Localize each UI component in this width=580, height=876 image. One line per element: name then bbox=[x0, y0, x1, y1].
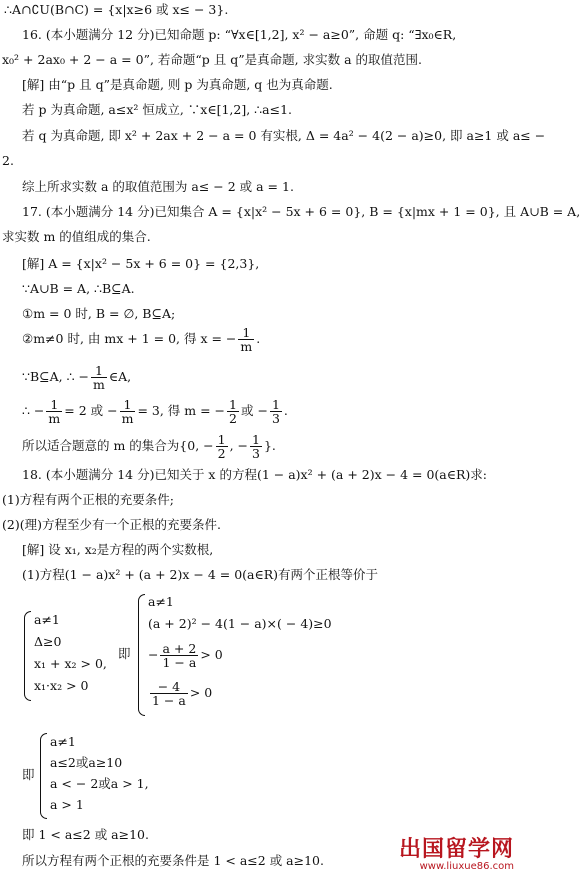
problem-16-statement: 16. (本小题满分 12 分)已知命题 p: “∀x∈[1,2], x² − a≥0”, 命题 q: “∃x₀∈R, bbox=[22, 27, 457, 42]
solution-conclusion: 所以方程有两个正根的充要条件是 1 < a≤2 或 a≥10. bbox=[22, 853, 324, 868]
solution-text: [解] A = {x|x² − 5x + 6 = 0} = {2,3}, bbox=[22, 256, 260, 271]
fraction-denominator: m bbox=[240, 339, 253, 354]
system-row bbox=[148, 680, 212, 707]
text-span: > 0 bbox=[189, 685, 213, 700]
solution-text: 若 p 为真命题, a≤x² 恒成立, ∵x∈[1,2], ∴a≤1. bbox=[22, 102, 292, 117]
fraction-denominator: m bbox=[48, 411, 61, 426]
fraction-numerator: 1 bbox=[229, 397, 237, 412]
solution-text: 即 1 < a≤2 或 a≥10. bbox=[22, 827, 149, 842]
fraction-numerator: 1 bbox=[238, 326, 254, 340]
fraction-denominator: m bbox=[93, 377, 105, 392]
text-span: , − bbox=[229, 438, 249, 453]
fraction-denominator: m bbox=[121, 411, 134, 426]
fraction-numerator: 1 bbox=[120, 398, 136, 412]
fraction-denominator: 1 − a bbox=[152, 693, 186, 708]
watermark-text: 出国留学网 bbox=[398, 837, 514, 862]
system-row bbox=[148, 642, 223, 669]
solution-text: [解] 设 x₁, x₂是方程的两个实数根, bbox=[22, 542, 214, 557]
solution-text bbox=[22, 433, 276, 460]
text-span: 或 − bbox=[240, 403, 268, 418]
fraction bbox=[250, 433, 262, 460]
text-span: ∴ − bbox=[22, 403, 45, 418]
fraction bbox=[238, 326, 254, 353]
fraction-numerator: − 4 bbox=[150, 680, 188, 694]
system-row: a≤2或a≥10 bbox=[50, 755, 123, 770]
text-span: 所以适合题意的 m 的集合为{0, − bbox=[22, 438, 214, 453]
text-line: ∴A∩∁U(B∩C) = {x|x≥6 或 x≤ − 3}. bbox=[4, 2, 229, 17]
system-row: x₁ + x₂ > 0, bbox=[34, 656, 107, 671]
system-label: 即 bbox=[22, 767, 35, 782]
fraction bbox=[120, 398, 136, 425]
fraction-numerator: 1 bbox=[271, 397, 280, 412]
text-span: > 0 bbox=[200, 647, 223, 662]
text-span: }. bbox=[263, 438, 276, 453]
system-row: a > 1 bbox=[50, 797, 84, 812]
problem-16-statement-cont: x₀² + 2ax₀ + 2 − a = 0”, 若命题“p 且 q”是真命题, 求实数 a 的取值范围. bbox=[2, 52, 422, 67]
fraction-numerator: 1 bbox=[217, 432, 226, 447]
system-row: (a + 2)² − 4(1 − a)×( − 4)≥0 bbox=[148, 616, 332, 631]
system-row: Δ≥0 bbox=[34, 634, 62, 649]
fraction-numerator: 1 bbox=[252, 432, 260, 447]
fraction bbox=[227, 398, 239, 425]
solution-text: [解] 由“p 且 q”是真命题, 则 p 为真命题, q 也为真命题. bbox=[22, 77, 333, 92]
system-label: 即 bbox=[118, 646, 131, 661]
problem-17-statement: 17. (本小题满分 14 分)已知集合 A = {x|x² − 5x + 6 = 0}, B = {x|mx + 1 = 0}, 且 A∪B = A, bbox=[22, 204, 580, 219]
solution-text: 2. bbox=[2, 153, 14, 168]
text-span: ∈A, bbox=[108, 369, 132, 384]
watermark-logo bbox=[399, 832, 514, 872]
fraction bbox=[216, 433, 228, 460]
problem-17-statement-cont: 求实数 m 的值组成的集合. bbox=[2, 229, 151, 244]
left-brace bbox=[40, 733, 47, 819]
solution-text: (1)方程(1 − a)x² + (a + 2)x − 4 = 0(a∈R)有两个正根等价于 bbox=[22, 567, 379, 582]
solution-text bbox=[22, 364, 131, 391]
text-span: ∵B⊆A, ∴ − bbox=[22, 369, 89, 384]
problem-18-part1: (1)方程有两个正根的充要条件; bbox=[2, 492, 174, 507]
system-row: a≠1 bbox=[34, 612, 60, 627]
system-row: x₁·x₂ > 0 bbox=[34, 678, 89, 693]
solution-text: ∵A∪B = A, ∴B⊆A. bbox=[22, 281, 135, 296]
system-row: a < − 2或a > 1, bbox=[50, 776, 149, 791]
solution-text: ①m = 0 时, B = ∅, B⊆A; bbox=[22, 306, 176, 321]
left-brace bbox=[24, 611, 31, 701]
problem-18-part2: (2)(理)方程至少有一个正根的充要条件. bbox=[2, 517, 221, 532]
fraction-numerator: 1 bbox=[91, 364, 107, 378]
fraction bbox=[46, 398, 62, 425]
solution-text: 综上所求实数 a 的取值范围为 a≤ − 2 或 a = 1. bbox=[22, 179, 294, 194]
fraction-denominator: 1 − a bbox=[162, 655, 197, 670]
fraction-numerator: a + 2 bbox=[162, 641, 197, 656]
text-span: = 3, 得 m = − bbox=[137, 403, 226, 418]
text-span: = 2 或 − bbox=[64, 403, 118, 418]
fraction-denominator: 2 bbox=[229, 411, 237, 426]
watermark-url: www.liuxue86.com bbox=[419, 861, 514, 872]
fraction bbox=[150, 680, 188, 707]
system-row: a≠1 bbox=[148, 594, 174, 609]
text-span: ②m≠0 时, 由 mx + 1 = 0, 得 x = − bbox=[22, 331, 237, 346]
solution-text: ∴ − $\frac{1}{m}$ = 2 或 − $\frac{1}{m}$ = 3, 得 m = − $\frac{1}{2}$ 或 − $\frac{1}{3}$ . bbox=[22, 397, 288, 426]
problem-18-statement: 18. (本小题满分 14 分)已知关于 x 的方程(1 − a)x² + (a + 2)x − 4 = 0(a∈R)求: bbox=[22, 467, 487, 482]
system-row: a≠1 bbox=[50, 734, 76, 749]
fraction-denominator: 2 bbox=[217, 446, 226, 461]
solution-text: ②m≠0 时, 由 mx + 1 = 0, 得 x = − $\frac{1}{m}$ . bbox=[22, 325, 261, 354]
text-span: − bbox=[148, 647, 159, 662]
fraction-numerator: 1 bbox=[46, 398, 62, 412]
fraction bbox=[270, 398, 282, 425]
fraction-denominator: 3 bbox=[271, 411, 280, 426]
fraction bbox=[160, 642, 198, 669]
left-brace bbox=[138, 594, 145, 716]
fraction bbox=[91, 364, 107, 391]
solution-text: 若 q 为真命题, 即 x² + 2ax + 2 − a = 0 有实根, Δ = 4a² − 4(2 − a)≥0, 即 a≥1 或 a≤ − bbox=[22, 128, 546, 143]
fraction-denominator: 3 bbox=[252, 446, 260, 461]
